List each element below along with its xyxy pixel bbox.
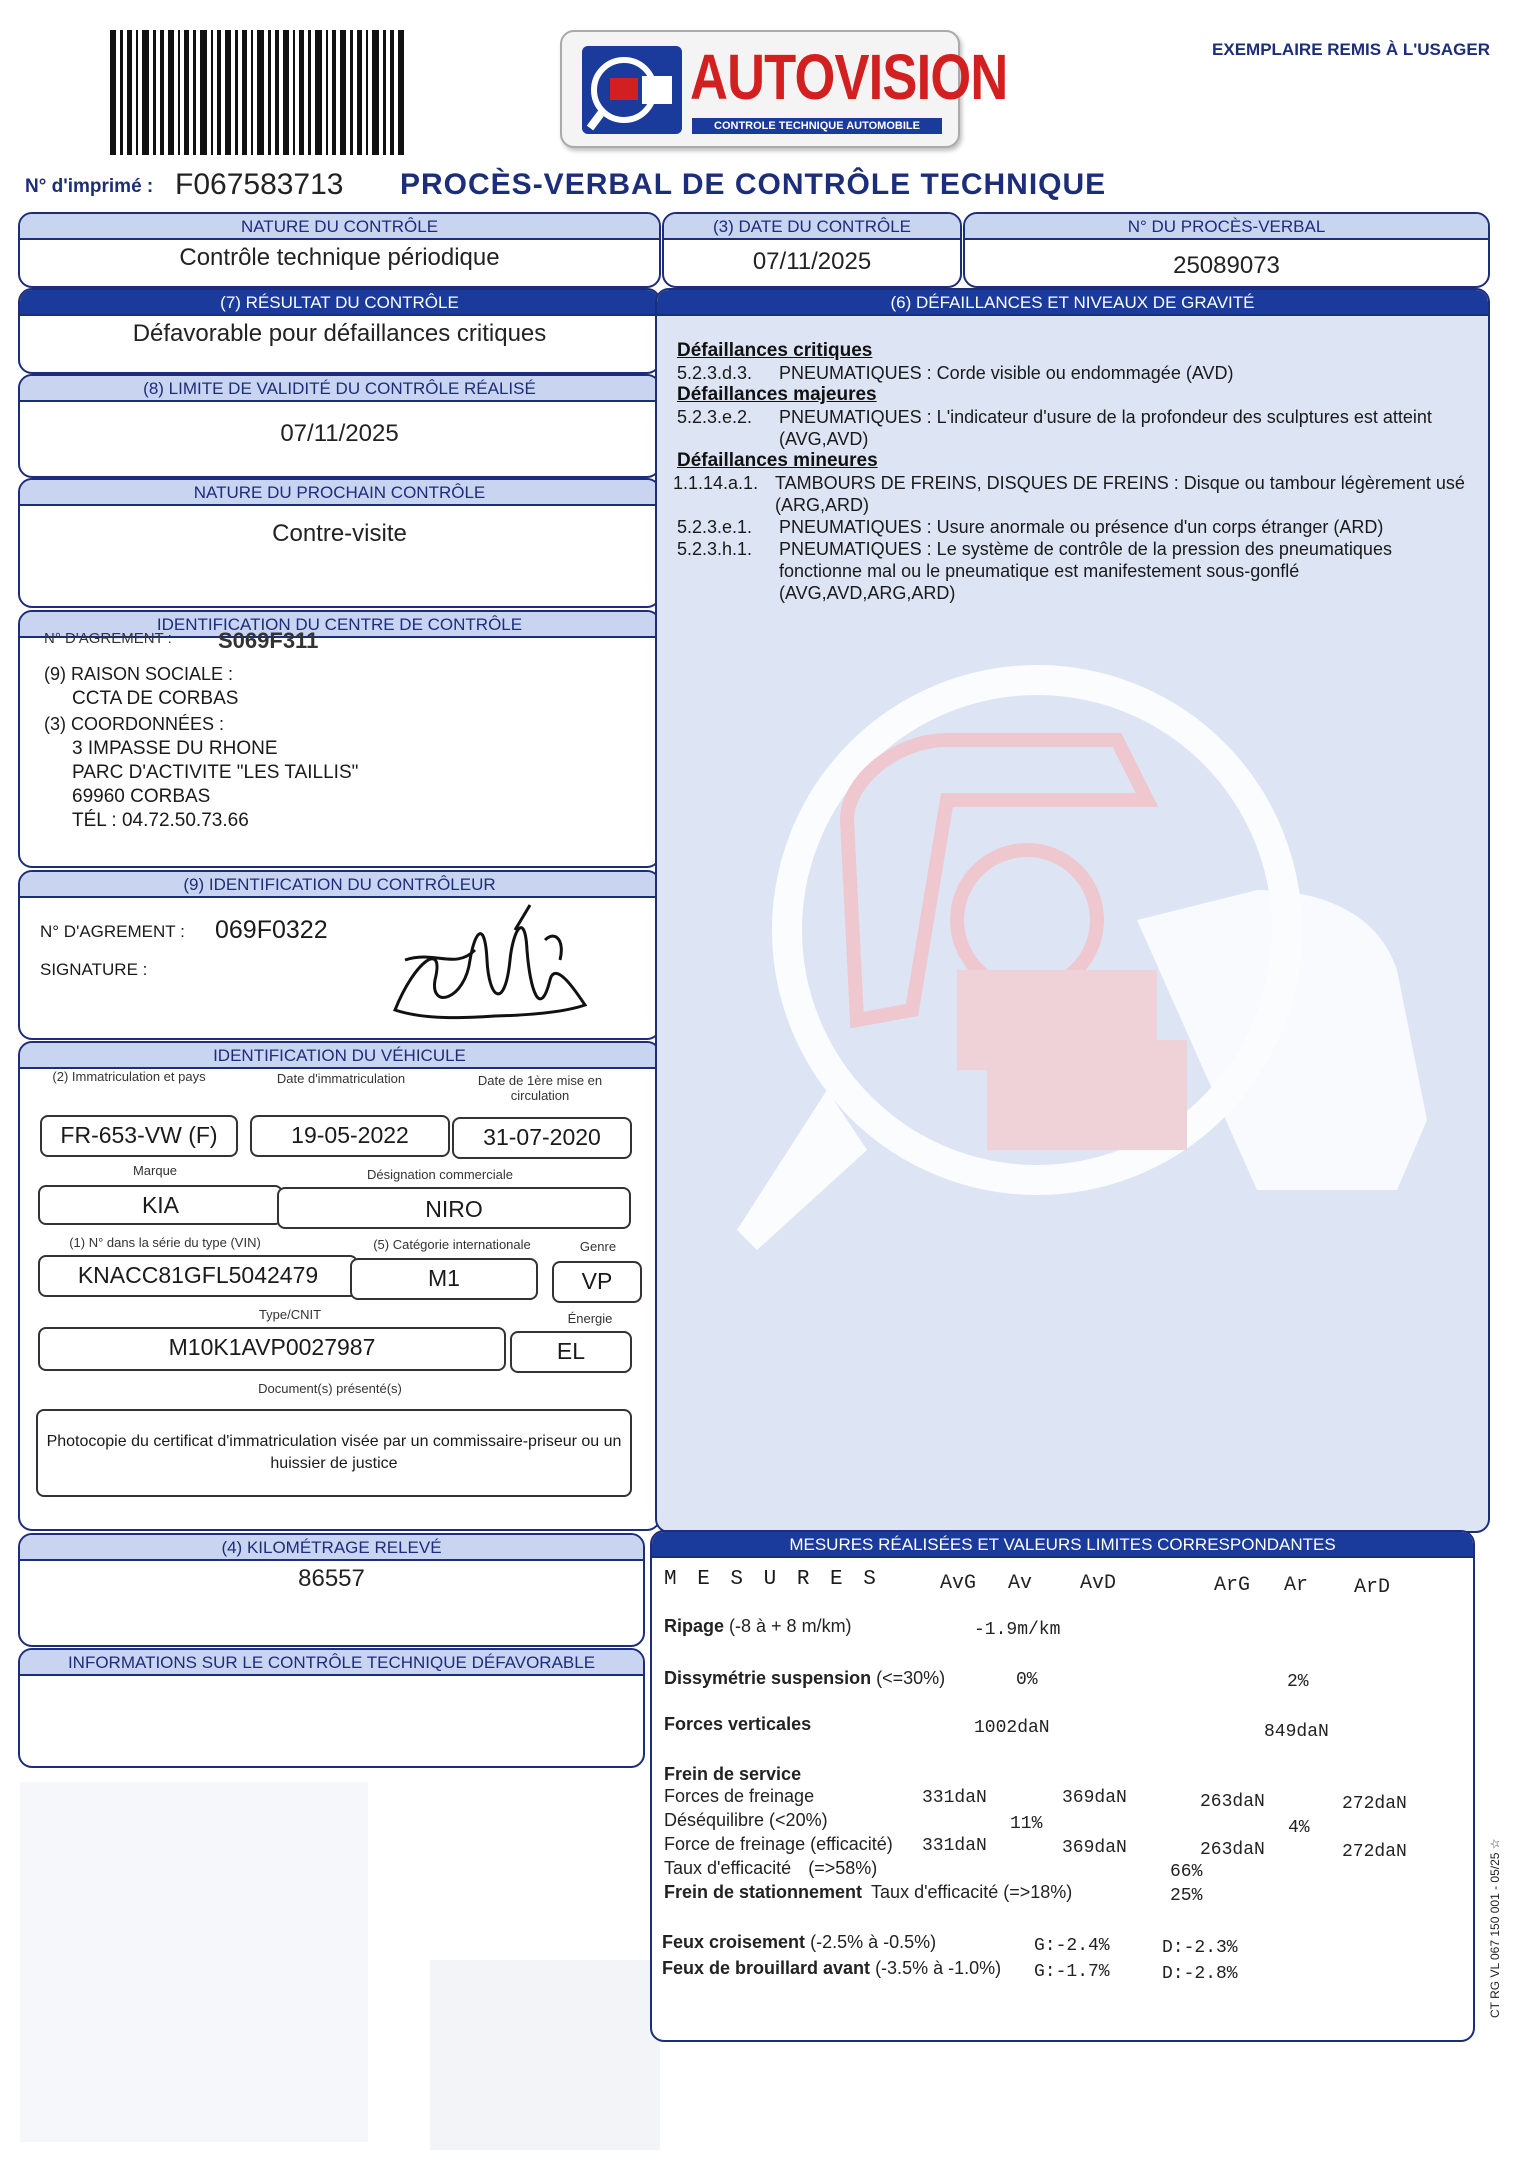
- defaillance-code: 5.2.3.d.3.: [677, 363, 753, 383]
- date-immat-field: 19-05-2022: [250, 1115, 450, 1157]
- centre-address-3: 69960 CORBAS: [72, 786, 211, 807]
- deseq-av: 11%: [1010, 1814, 1043, 1834]
- brand-logo: [560, 30, 1008, 148]
- group-title: Défaillances mineures: [677, 450, 878, 471]
- documents-label: Document(s) présenté(s): [258, 1381, 402, 1396]
- prochain-controle-header: NATURE DU PROCHAIN CONTRÔLE: [20, 480, 659, 506]
- group-title: Défaillances majeures: [677, 384, 877, 405]
- marque-label: Marque: [132, 1163, 178, 1178]
- ripage-limit: (-8 à + 8 m/km): [729, 1616, 852, 1636]
- forces-vert-label: Forces verticales: [664, 1714, 812, 1734]
- forces-vert-av: 1002daN: [974, 1718, 1050, 1738]
- centre-header: IDENTIFICATION DU CENTRE DE CONTRÔLE: [20, 612, 659, 638]
- defaillance-item: [677, 406, 1467, 450]
- feux-brouil-g: G:-1.7%: [1034, 1962, 1110, 1982]
- defaillances-box: [655, 288, 1490, 1533]
- taux-eff-limit: (=>58%): [808, 1858, 878, 1878]
- nature-controle-header: NATURE DU CONTRÔLE: [20, 214, 659, 240]
- defaillance-code: 5.2.3.e.2.: [677, 407, 753, 427]
- taux-eff-value: 66%: [1170, 1862, 1203, 1882]
- date-mise-field: 31-07-2020: [452, 1117, 632, 1159]
- defaillance-code: 1.1.14.a.1.: [673, 473, 759, 493]
- ff-ard: 272daN: [1342, 1794, 1407, 1814]
- defaillance-text: PNEUMATIQUES : Le système de contrôle de la pression des pneumatiques fonctionne mal ou le pneumatique est manifestement sous-gonflé (AVG,AVD,ARG,ARD): [779, 539, 1392, 603]
- numero-pv-value: 25089073: [1173, 252, 1280, 279]
- defaillance-text: TAMBOURS DE FREINS, DISQUES DE FREINS : Disque ou tambour légèrement usé (ARG,ARD): [775, 473, 1465, 515]
- defaillance-item: [673, 472, 1467, 516]
- centre-box: [18, 610, 661, 868]
- dissym-label: Dissymétrie suspension: [664, 1668, 872, 1688]
- limite-validite-box: [18, 374, 661, 478]
- vehicule-box: [18, 1041, 661, 1531]
- ff-arg: 263daN: [1200, 1792, 1265, 1812]
- ff-avg: 331daN: [922, 1788, 987, 1808]
- defaillance-text: PNEUMATIQUES : Corde visible ou endommagée (AVD): [779, 363, 1234, 383]
- force-freinage-label: Forces de freinage: [664, 1786, 815, 1806]
- centre-raison-label: (9) RAISON SOCIALE :: [44, 664, 234, 684]
- blank-patch-left: [20, 1782, 368, 2142]
- nature-controle-box: [18, 212, 661, 288]
- frein-service-label: Frein de service: [664, 1764, 802, 1784]
- brand-name: AUTOVISION: [690, 41, 1008, 113]
- brand-tagline: CONTROLE TECHNIQUE AUTOMOBILE: [692, 118, 942, 134]
- type-field: M10K1AVP0027987: [38, 1327, 506, 1371]
- group-title: Défaillances critiques: [677, 340, 873, 361]
- documents-field: [36, 1409, 632, 1497]
- defaillance-text: PNEUMATIQUES : Usure anormale ou présence d'un corps étranger (ARD): [779, 517, 1384, 537]
- designation-label: Désignation commerciale: [367, 1167, 513, 1182]
- mesures-col-title: M E S U R E S: [664, 1568, 880, 1591]
- categorie-field: M1: [350, 1258, 538, 1300]
- kilometrage-header: (4) KILOMÉTRAGE RELEVÉ: [20, 1535, 643, 1561]
- energie-label: Énergie: [567, 1311, 613, 1326]
- ripage-row: [664, 1616, 852, 1637]
- feux-crois-limit: (-2.5% à -0.5%): [810, 1932, 937, 1952]
- vehicule-header: IDENTIFICATION DU VÉHICULE: [20, 1043, 659, 1069]
- barcode: [110, 30, 410, 155]
- col-avg: AvG: [940, 1572, 977, 1595]
- defaillance-code: 5.2.3.h.1.: [677, 539, 753, 559]
- stationnement-value: 25%: [1170, 1886, 1203, 1906]
- date-mise-label: Date de 1ère mise en circulation: [477, 1073, 603, 1103]
- defaillance-item: [677, 538, 1467, 604]
- forces-vert-ar: 849daN: [1264, 1722, 1329, 1742]
- page-title: PROCÈS-VERBAL DE CONTRÔLE TECHNIQUE: [400, 168, 1107, 201]
- vin-field: KNACC81GFL5042479: [38, 1255, 358, 1297]
- force-eff-label: Force de freinage (efficacité): [664, 1834, 893, 1854]
- feux-crois-label: Feux croisement: [662, 1932, 806, 1952]
- categorie-label: (5) Catégorie internationale: [373, 1237, 531, 1252]
- controleur-signature-label: SIGNATURE :: [40, 960, 148, 979]
- documents-value: Photocopie du certificat d'immatriculation visée par un commissaire-priseur ou un huissier de justice: [46, 1433, 622, 1472]
- watermark-magnifier-icon: [697, 590, 1477, 1390]
- controleur-agrement-value: 069F0322: [215, 916, 328, 944]
- numero-pv-header: N° DU PROCÈS-VERBAL: [965, 214, 1488, 240]
- deseq-ar: 4%: [1288, 1818, 1310, 1838]
- vin-label: (1) N° dans la série du type (VIN): [69, 1235, 261, 1250]
- resultat-box: [18, 288, 661, 374]
- limite-validite-header: (8) LIMITE DE VALIDITÉ DU CONTRÔLE RÉALISÉ: [20, 376, 659, 402]
- controleur-agrement-label: N° D'AGREMENT :: [40, 922, 185, 941]
- dissym-limit: (<=30%): [876, 1668, 946, 1688]
- dissym-av: 0%: [1016, 1670, 1038, 1690]
- prochain-controle-value: Contre-visite: [272, 520, 407, 547]
- ripage-label: Ripage: [664, 1616, 725, 1636]
- limite-validite-value: 07/11/2025: [280, 420, 399, 447]
- controleur-box: [18, 870, 661, 1040]
- kilometrage-box: [18, 1533, 645, 1647]
- copy-label: EXEMPLAIRE REMIS À L'USAGER: [1212, 40, 1490, 59]
- mesures-box: [650, 1530, 1475, 2042]
- stationnement-row: [664, 1882, 1072, 1903]
- date-immat-label: Date d'immatriculation: [276, 1071, 406, 1086]
- resultat-value: Défavorable pour défaillances critiques: [132, 320, 547, 347]
- imprime-number: F067583713: [175, 168, 344, 201]
- designation-field: NIRO: [277, 1187, 631, 1229]
- taux-eff-row: [664, 1858, 877, 1879]
- col-av: Av: [1008, 1572, 1033, 1595]
- col-ar: Ar: [1284, 1574, 1309, 1597]
- date-controle-box: [662, 212, 962, 288]
- fe-arg: 263daN: [1200, 1840, 1265, 1860]
- ripage-value: -1.9m/km: [974, 1620, 1061, 1640]
- taux-eff-label: Taux d'efficacité: [664, 1858, 792, 1878]
- mesures-header: MESURES RÉALISÉES ET VALEURS LIMITES CORRESPONDANTES: [652, 1532, 1473, 1558]
- fe-avg: 331daN: [922, 1836, 987, 1856]
- dissym-ar: 2%: [1287, 1672, 1309, 1692]
- col-ard: ArD: [1354, 1576, 1391, 1599]
- imprime-label: N° d'imprimé :: [25, 176, 154, 197]
- defaillance-item: [677, 516, 1467, 538]
- feux-brouil-row: [662, 1958, 1001, 1979]
- date-controle-value: 07/11/2025: [752, 248, 872, 275]
- ff-avd: 369daN: [1062, 1788, 1127, 1808]
- desequilibre-label: Déséquilibre (<20%): [664, 1810, 828, 1830]
- stationnement-label: Frein de stationnement: [664, 1882, 863, 1902]
- fe-avd: 369daN: [1062, 1838, 1127, 1858]
- infos-defavorable-box: [18, 1648, 645, 1768]
- signature-image: [375, 900, 605, 1030]
- resultat-header: (7) RÉSULTAT DU CONTRÔLE: [20, 290, 659, 316]
- feux-brouil-d: D:-2.8%: [1162, 1964, 1238, 1984]
- feux-brouil-limit: (-3.5% à -1.0%): [875, 1958, 1002, 1978]
- infos-defavorable-header: INFORMATIONS SUR LE CONTRÔLE TECHNIQUE DÉFAVORABLE: [20, 1650, 643, 1676]
- nature-controle-value: Contrôle technique périodique: [179, 244, 500, 271]
- genre-label: Genre: [579, 1239, 617, 1254]
- centre-agrement-value: S069F311: [218, 628, 319, 653]
- type-label: Type/CNIT: [258, 1307, 322, 1322]
- stationnement-taux: Taux d'efficacité (=>18%): [871, 1882, 1073, 1902]
- blank-patch-center: [430, 1960, 660, 2150]
- date-controle-header: (3) DATE DU CONTRÔLE: [664, 214, 960, 240]
- marque-field: KIA: [38, 1185, 283, 1225]
- feux-crois-g: G:-2.4%: [1034, 1936, 1110, 1956]
- fe-ard: 272daN: [1342, 1842, 1407, 1862]
- controleur-header: (9) IDENTIFICATION DU CONTRÔLEUR: [20, 872, 659, 898]
- group-majeures: [677, 384, 1467, 450]
- defaillances-list: [673, 340, 1467, 604]
- centre-address-1: 3 IMPASSE DU RHONE: [72, 738, 278, 759]
- side-form-code: CT RG VL 067 150 001 - 05/25 ☆: [1488, 1838, 1502, 2018]
- energie-field: EL: [510, 1331, 632, 1373]
- centre-address-2: PARC D'ACTIVITE "LES TAILLIS": [72, 762, 359, 783]
- prochain-controle-box: [18, 478, 661, 608]
- defaillance-item: [677, 362, 1467, 384]
- defaillances-header: (6) DÉFAILLANCES ET NIVEAUX DE GRAVITÉ: [657, 290, 1488, 316]
- centre-agrement-label: N° D'AGREMENT :: [44, 630, 172, 647]
- feux-brouil-label: Feux de brouillard avant: [662, 1958, 871, 1978]
- numero-pv-box: [963, 212, 1490, 288]
- defaillance-code: 5.2.3.e.1.: [677, 517, 753, 537]
- feux-crois-d: D:-2.3%: [1162, 1938, 1238, 1958]
- col-arg: ArG: [1214, 1574, 1251, 1597]
- brand-emblem-icon: [582, 46, 682, 134]
- immat-field: FR-653-VW (F): [40, 1115, 238, 1157]
- centre-coord-label: (3) COORDONNÉES :: [44, 714, 225, 734]
- centre-tel: TÉL : 04.72.50.73.66: [72, 810, 249, 831]
- group-critiques: [677, 340, 1467, 384]
- genre-field: VP: [552, 1261, 642, 1303]
- group-mineures: [673, 450, 1467, 604]
- col-avd: AvD: [1080, 1572, 1117, 1595]
- feux-crois-row: [662, 1932, 936, 1953]
- kilometrage-value: 86557: [298, 1565, 365, 1592]
- dissym-row: [664, 1668, 945, 1689]
- centre-raison-value: CCTA DE CORBAS: [72, 688, 239, 709]
- defaillance-text: PNEUMATIQUES : L'indicateur d'usure de la profondeur des sculptures est atteint (AVG,AVD): [779, 407, 1432, 449]
- immat-label: (2) Immatriculation et pays: [52, 1069, 206, 1084]
